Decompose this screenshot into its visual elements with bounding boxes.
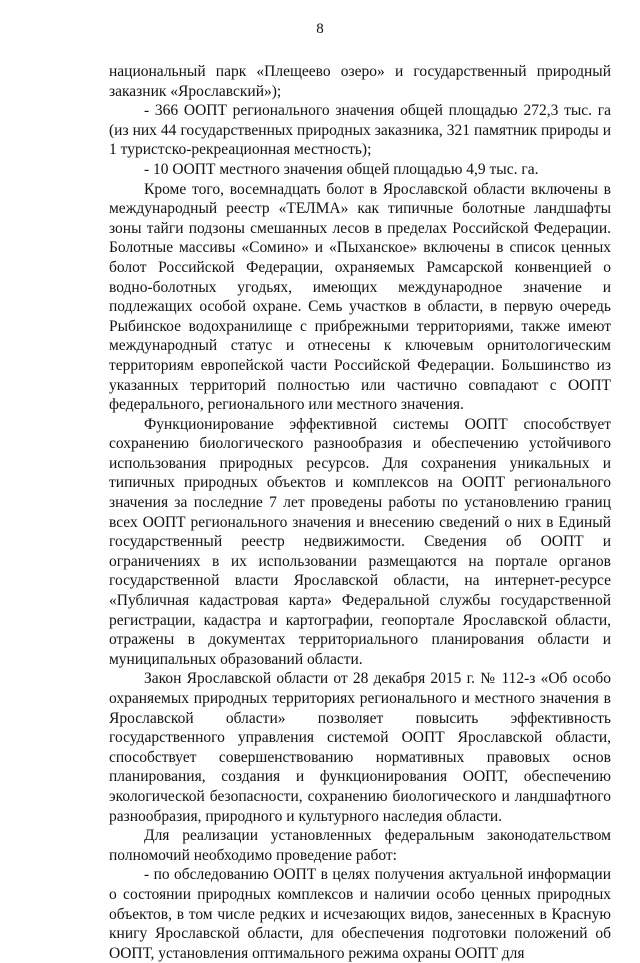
- paragraph-oopt-system: Функционирование эффективной системы ООПТ способствует сохранению биологического разнообразия и обеспечению устойчивого использования природных ресурсов. Для сохранения уникальных и типичных природных объектов и комплексов на ООПТ регионального значения за последние 7 лет проведены работы по установлению границ всех ООПТ регионального значения и внесению сведений о них в Единый государственный реестр недвижимости. Сведения об ООПТ и ограничениях в их использовании размещаются на портале органов государственной власти Ярославской области, на интернет-ресурсе «Публичная кадастровая карта» Федеральной службы государственной регистрации, кадастра и картографии, геопортале Ярославской области, отражены в документах территориального планирования области и муниципальных образований области.: [109, 415, 611, 668]
- paragraph-regional-law: Закон Ярославской области от 28 декабря 2015 г. № 112-з «Об особо охраняемых природных территориях регионального и местного значения в Ярославской области» позволяет повысить эффективность государственного управления системой ООПТ Ярославской области, способствует совершенствованию нормативных правовых основ планирования, создания и функционирования ООПТ, обеспечению экологической безопасности, сохранению биологического и ландшафтного разнообразия, природного и культурного наследия области.: [109, 670, 611, 825]
- paragraph-wetlands: Кроме того, восемнадцать болот в Ярославской области включены в международный реестр «ТЕЛМА» как типичные болотные ландшафты зоны тайги подзоны смешанных лесов в пределах Российской Федерации. Болотные массивы «Сомино» и «Пыханское» включены в список ценных болот Российской Федерации, охраняемых Рамсарской конвенцией о водно-болотных угодьях, имеющих международное значение и подлежащих особой охране. Семь участков в области, в первую очередь Рыбинское водохранилище с прибрежными территориями, также имеют международный статус и отнесены к ключевым орнитологическим территориям европейской части Российской Федерации. Большинство из указанных территорий полностью или частично совпадают с ООПТ федерального, регионального или местного значения.: [109, 180, 611, 414]
- list-item-local-oopt: - 10 ООПТ местного значения общей площадью 4,9 тыс. га.: [144, 160, 539, 178]
- list-item-survey: - по обследованию ООПТ в целях получения актуальной информации о состоянии природных комплексов и наличии особо ценных природных объектов, в том числе редких и исчезающих видов, занесенных в Красную книгу Ярославской области, для обеспечения подготовки положений об ООПТ, установления оптимального режима охраны ООПТ для: [109, 866, 611, 962]
- page-number: 8: [316, 21, 324, 37]
- list-item-regional-oopt: - 366 ООПТ регионального значения общей площадью 272,3 тыс. га (из них 44 государственных природных заказника, 321 памятник природы и 1 туристско-рекреационная местность);: [109, 102, 611, 159]
- paragraph-powers: Для реализации установленных федеральным законодательством полномочий необходимо проведение работ:: [109, 827, 611, 864]
- paragraph-continuation: национальный парк «Плещеево озеро» и государственный природный заказник «Ярославский»);: [109, 63, 611, 100]
- body-text: [109, 62, 611, 963]
